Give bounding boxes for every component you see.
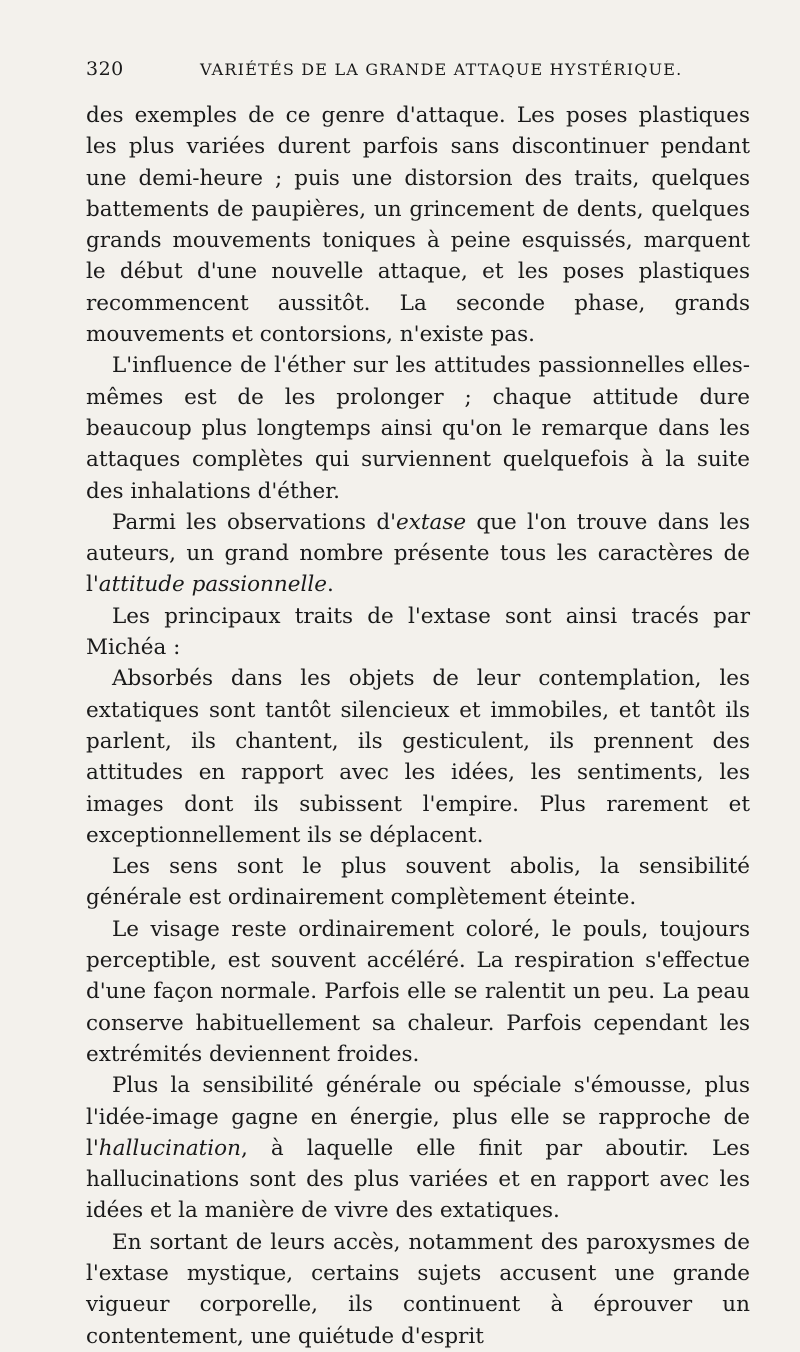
paragraph-extase-observations	[86, 507, 750, 601]
paragraph-visage: Le visage reste ordinairement coloré, le pouls, toujours perceptible, est souvent accéléré. La respiration s'effectue d'une façon normale. Parfois elle se ralentit un peu. La peau conserve habituellement sa chaleur. Parfois cependant les extrémités deviennent froides.	[86, 916, 750, 1067]
paragraph-hallucination	[86, 1070, 750, 1226]
paragraph-extatiques: Absorbés dans les objets de leur contemplation, les extatiques sont tantôt silencieux et immobiles, et tantôt ils parlent, ils chantent, ils gesticulent, ils prennent des attitudes en rapport avec les idées, les sentiments, les images dont ils subissent l'empire. Plus rarement et exceptionnellement ils se déplacent.	[86, 666, 750, 848]
paragraph-continuation: des exemples de ce genre d'attaque. Les poses plastiques les plus variées durent parfois sans discontinuer pendant une demi-heure ; puis une distorsion des traits, quelques battements de paupières, un grincement de dents, quelques grands mouvements toniques à peine esquissés, marquent le début d'une nouvelle attaque, et les poses plastiques recommencent aussitôt. La seconde phase, grands mouvements et contorsions, n'existe pas.	[86, 103, 750, 348]
running-title: VARIÉTÉS DE LA GRANDE ATTAQUE HYSTÉRIQUE.	[200, 60, 683, 79]
page-header	[86, 58, 748, 88]
paragraph-michea-intro: Les principaux traits de l'extase sont ainsi tracés par Michéa :	[86, 603, 750, 661]
paragraph-sens: Les sens sont le plus souvent abolis, la sensibilité générale est ordinairement complètement éteinte.	[86, 854, 750, 911]
page-number: 320	[86, 58, 124, 80]
italic-term: hallucination	[98, 1135, 241, 1161]
paragraph-text: que l'on trouve dans les auteurs, un grand nombre présente tous les caractères de l'	[86, 509, 750, 598]
italic-term: extase	[396, 509, 467, 535]
page-body	[86, 100, 750, 1352]
italic-term: attitude passionnelle	[98, 572, 327, 598]
paragraph-text: Plus la sensibilité générale ou spéciale s'émousse, plus l'idée-image gagne en énergie, plus elle se rapproche de l'	[86, 1073, 750, 1161]
paragraph-text: Parmi les observations d'	[112, 509, 397, 535]
paragraph-ether-influence: L'influence de l'éther sur les attitudes passionnelles elles-mêmes est de les prolonger ; chaque attitude dure beaucoup plus longtemps ainsi qu'on le remarque dans les attaques complètes qui surviennent quelquefois à la suite des inhalations d'éther.	[86, 353, 750, 504]
paragraph-text: .	[326, 572, 334, 598]
paragraph-text: , à laquelle elle finit par aboutir. Les hallucinations sont des plus variées et en rapport avec les idées et la manière de vivre des extatiques.	[86, 1135, 750, 1224]
paragraph-sortant: En sortant de leurs accès, notamment des paroxysmes de l'extase mystique, certains sujets accusent une grande vigueur corporelle, ils continuent à éprouver un contentement, une quiétude d'esprit	[86, 1229, 750, 1349]
